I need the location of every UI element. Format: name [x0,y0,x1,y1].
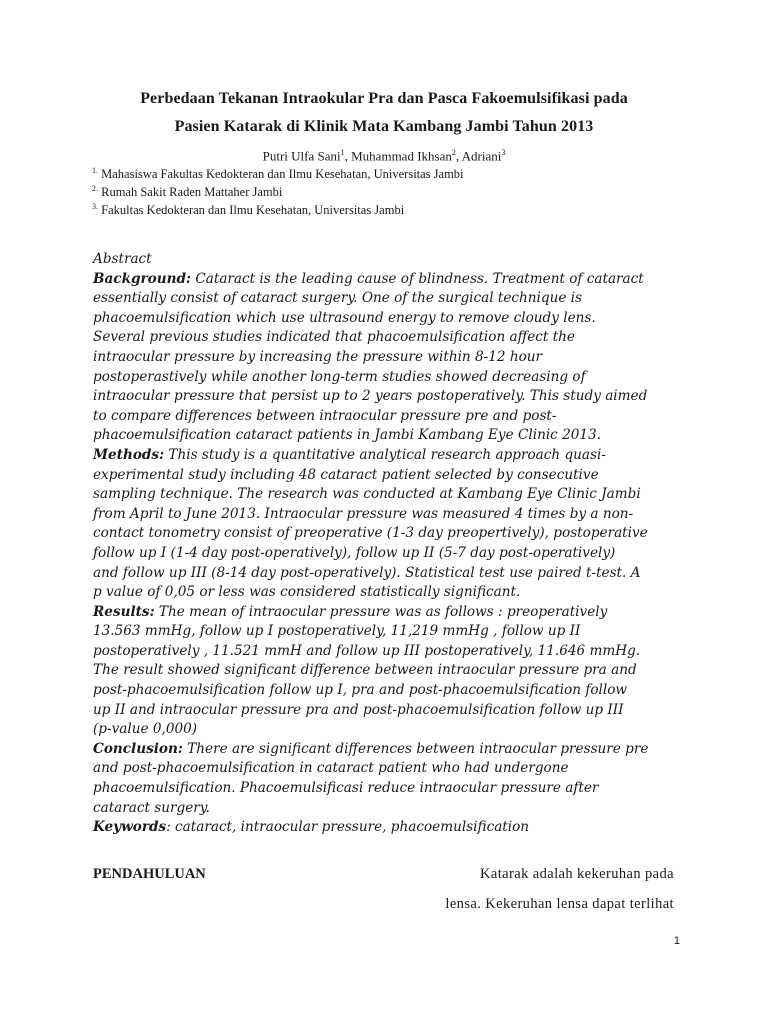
abstract-text: Cataract is the leading cause of blindness. Treatment of cataract [191,270,644,287]
author-name: Putri Ulfa Sani [262,148,341,164]
page-number: 1 [673,935,680,947]
affiliation-2 [92,184,282,200]
paper-title-line-1: Perbedaan Tekanan Intraokular Pra dan Pasca Fakoemulsifikasi pada [140,90,628,107]
background-line: phacoemulsification cataract patients in Jambi Kambang Eye Clinic 2013. [93,427,602,444]
affiliation-3 [92,202,404,218]
author-name: , Muhammad Ikhsan [344,148,452,164]
intro-text-line-1: Katarak adalah kekeruhan pada [480,866,674,882]
background-line: intraocular pressure by increasing the pressure within 8-12 hour [93,348,543,365]
results-line: 13.563 mmHg, follow up I postoperatively, 11,219 mmHg , follow up II [93,623,581,640]
keywords-heading: Keywords [93,819,167,836]
results-heading: Results: [93,603,155,620]
abstract-label: Abstract [93,251,152,267]
affiliation-number: 3. [92,202,98,211]
methods-line: experimental study including 48 cataract patient selected by consecutive [93,466,599,483]
author-superscript: 3 [501,148,506,157]
methods-heading: Methods: [93,446,165,463]
background-line: postoperastively while another long-term studies showed decreasing of [93,368,586,385]
results-line: The result showed significant difference between intraocular pressure pra and [93,662,637,679]
intro-text-line-2: lensa. Kekeruhan lensa dapat terlihat [445,896,674,912]
methods-line: p value of 0,05 or less was considered statistically significant. [93,584,521,601]
affiliation-text: Rumah Sakit Raden Mattaher Jambi [98,185,283,200]
abstract-text: The mean of intraocular pressure was as follows : preoperatively [154,603,608,620]
methods-line [93,446,674,466]
background-heading: Background: [93,270,192,287]
background-line: phacoemulsification which use ultrasound energy to remove cloudy lens. [93,309,596,326]
keywords-text: : cataract, intraocular pressure, phacoemulsification [166,819,530,836]
results-line: post-phacoemulsification follow up I, pra and post-phacoemulsification follow [93,682,628,699]
background-line: intraocular pressure that persist up to 2 years postoperatively. This study aimed [93,388,648,405]
affiliation-number: 2. [92,184,98,193]
abstract-text: There are significant differences between intraocular pressure pre [182,740,649,757]
methods-line: follow up I (1-4 day post-operatively), follow up II (5-7 day post-operatively) [93,544,616,561]
author-name: , Adriani [455,148,502,164]
conclusion-line: cataract surgery. [93,799,210,816]
author-list [60,148,708,164]
abstract-section [93,250,674,838]
author-superscript: 1 [340,148,345,157]
affiliation-text: Mahasiswa Fakultas Kedokteran dan Ilmu Kesehatan, Universitas Jambi [98,167,464,182]
section-heading-pendahuluan: PENDAHULUAN [93,866,206,882]
conclusion-heading: Conclusion: [93,740,183,757]
paper-title-line-2: Pasien Katarak di Klinik Mata Kambang Jambi Tahun 2013 [174,118,594,135]
methods-line: from April to June 2013. Intraocular pressure was measured 4 times by a non- [93,505,634,522]
background-line: Several previous studies indicated that phacoemulsification affect the [93,329,575,346]
author-superscript: 2 [451,148,456,157]
results-line: up II and intraocular pressure pra and post-phacoemulsification follow up III [93,701,624,718]
methods-line: sampling technique. The research was conducted at Kambang Eye Clinic Jambi [93,486,641,503]
methods-line: contact tonometry consist of preoperative (1-3 day preopertively), postoperative [93,525,648,542]
background-line: essentially consist of cataract surgery. One of the surgical technique is [93,290,583,307]
methods-line: and follow up III (8-14 day post-operatively). Statistical test use paired t-test. A [93,564,641,581]
background-line [93,270,674,290]
keywords-line [93,818,674,838]
conclusion-line: phacoemulsification. Phacoemulsificasi reduce intraocular pressure after [93,780,599,797]
results-line [93,603,674,623]
background-line: to compare differences between intraocular pressure pre and post- [93,407,557,424]
conclusion-line [93,740,674,760]
results-line: (p-value 0,000) [93,721,198,738]
affiliation-number: 1. [92,166,98,175]
affiliation-text: Fakultas Kedokteran dan Ilmu Kesehatan, Universitas Jambi [98,203,405,218]
results-line: postoperatively , 11.521 mmH and follow up III postoperatively, 11.646 mmHg. [93,642,641,659]
abstract-text: This study is a quantitative analytical research approach quasi- [164,446,606,463]
affiliation-1 [92,166,464,182]
conclusion-line: and post-phacoemulsification in cataract patient who had undergone [93,760,569,777]
